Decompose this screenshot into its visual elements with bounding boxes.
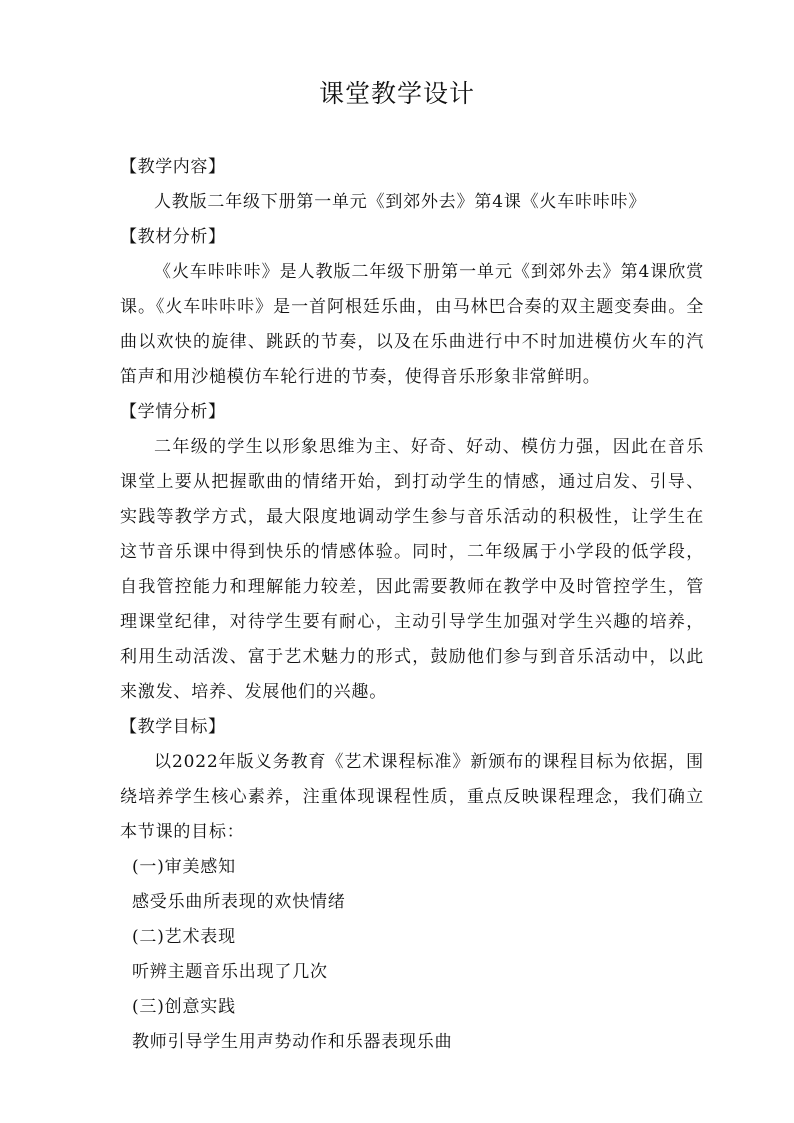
section-heading-student-analysis: 【学情分析】 bbox=[120, 402, 226, 422]
section-heading-teaching-content: 【教学内容】 bbox=[120, 157, 226, 177]
section-text-teaching-goals: 以2022年版义务教育《艺术课程标准》新颁布的课程目标为依据，围绕培养学生核心素养，注重体现课程性质，重点反映课程理念，我们确立本节课的目标： bbox=[120, 752, 704, 842]
goal-item-label-aesthetic: (一)审美感知 bbox=[132, 857, 236, 877]
goal-item-detail-practice: 教师引导学生用声势动作和乐器表现乐曲 bbox=[132, 1032, 453, 1052]
document-body bbox=[120, 150, 704, 1060]
goal-item-detail-expression: 听辨主题音乐出现了几次 bbox=[132, 962, 328, 982]
section-text-material-analysis: 《火车咔咔咔》是人教版二年级下册第一单元《到郊外去》第4课欣赏课。《火车咔咔咔》是一首阿根廷乐曲，由马林巴合奏的双主题变奏曲。全曲以欢快的旋律、跳跃的节奏，以及在乐曲进行中不时加进模仿火车的汽笛声和用沙槌模仿车轮行进的节奏，使得音乐形象非常鲜明。 bbox=[120, 262, 704, 387]
section-heading-teaching-goals: 【教学目标】 bbox=[120, 717, 226, 737]
section-heading-material-analysis: 【教材分析】 bbox=[120, 227, 226, 247]
goal-item-detail-aesthetic: 感受乐曲所表现的欢快情绪 bbox=[132, 892, 346, 912]
section-text-teaching-content: 人教版二年级下册第一单元《到郊外去》第4课《火车咔咔咔》 bbox=[154, 192, 647, 212]
goal-item-label-expression: (二)艺术表现 bbox=[132, 927, 236, 947]
document-title: 课堂教学设计 bbox=[318, 79, 475, 108]
goal-item-label-practice: (三)创意实践 bbox=[132, 997, 236, 1017]
section-text-student-analysis: 二年级的学生以形象思维为主、好奇、好动、模仿力强，因此在音乐课堂上要从把握歌曲的情绪开始，到打动学生的情感，通过启发、引导、实践等教学方式，最大限度地调动学生参与音乐活动的积极性，让学生在这节音乐课中得到快乐的情感体验。同时，二年级属于小学段的低学段，自我管控能力和理解能力较差，因此需要教师在教学中及时管控学生，管理课堂纪律，对待学生要有耐心，主动引导学生加强对学生兴趣的培养，利用生动活泼、富于艺术魅力的形式，鼓励他们参与到音乐活动中，以此来激发、培养、发展他们的兴趣。 bbox=[120, 437, 704, 702]
